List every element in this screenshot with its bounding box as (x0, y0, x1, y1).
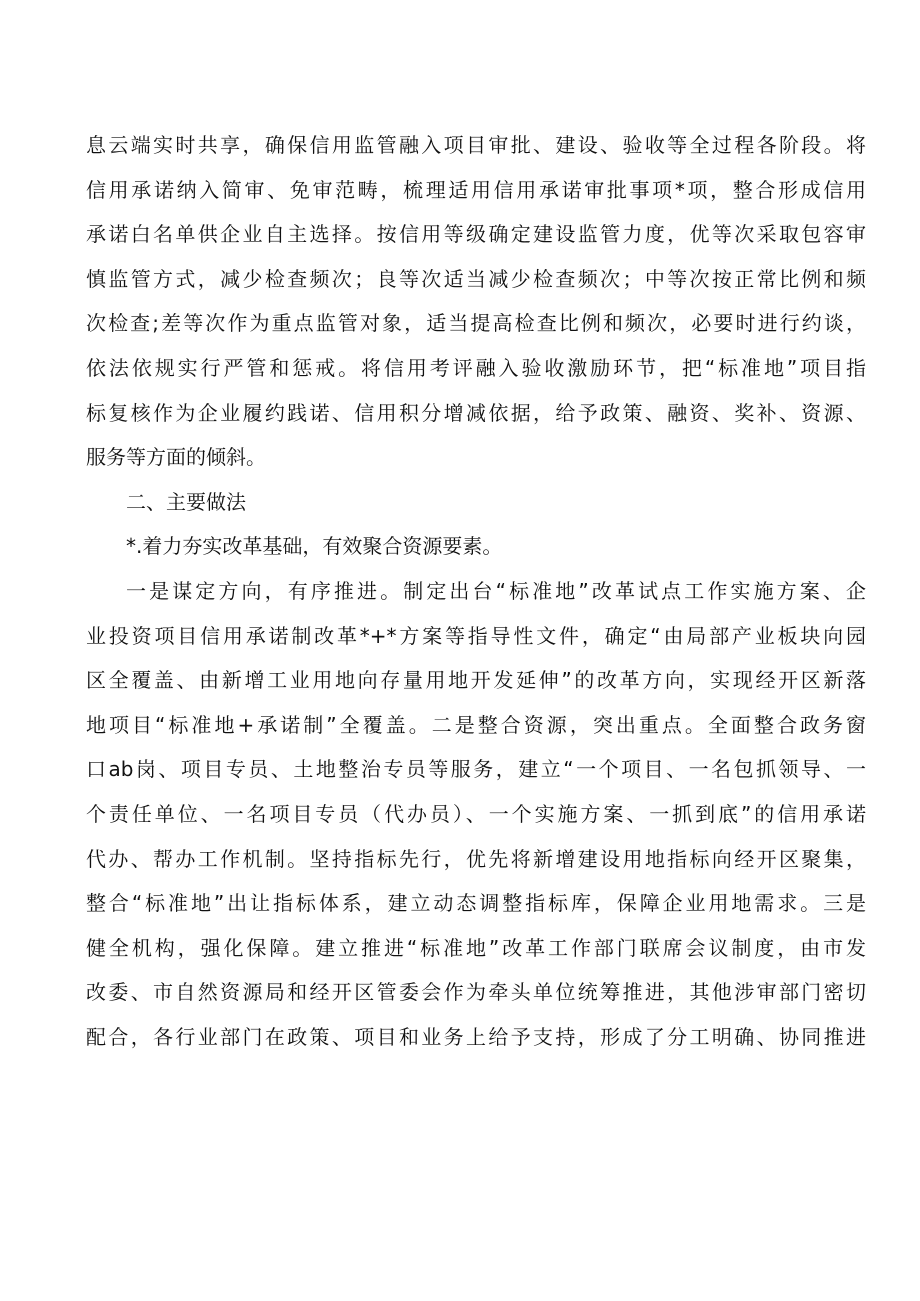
text-line: 业投资项目信用承诺制改革*+*方案等指导性文件，确定“由局部产业板块向园 (86, 623, 866, 648)
text-line: 代办、帮办工作机制。坚持指标先行，优先将新增建设用地指标向经开区聚集， (86, 846, 866, 871)
text-line: 息云端实时共享，确保信用监管融入项目审批、建设、验收等全过程各阶段。将 (86, 133, 866, 157)
text-line: 服务等方面的倾斜。 (86, 445, 266, 470)
text-line: 区全覆盖、由新增工业用地向存量用地开发延伸”的改革方向，实现经开区新落 (86, 668, 866, 693)
text-line: 地项目“标准地+承诺制”全覆盖。二是整合资源，突出重点。全面整合政务窗 (86, 712, 866, 737)
text-line: 健全机构，强化保障。建立推进“标准地”改革工作部门联席会议制度，由市发 (86, 935, 866, 960)
text-line: 个责任单位、一名项目专员（代办员）、一个实施方案、一抓到底”的信用承诺 (86, 801, 866, 826)
text-line: 一是谋定方向，有序推进。制定出台“标准地”改革试点工作实施方案、企 (126, 578, 866, 603)
paragraph-main-practices (86, 569, 866, 1060)
text-line: 配合，各行业部门在政策、项目和业务上给予支持，形成了分工明确、协同推进 (86, 1024, 866, 1049)
paragraph-credit-supervision (86, 123, 866, 480)
text-line: 口ab岗、项目专员、土地整治专员等服务，建立“一个项目、一名包抓领导、一 (86, 757, 866, 782)
text-line: 依法依规实行严管和惩戒。将信用考评融入验收激励环节，把“标准地”项目指 (86, 355, 866, 380)
text-line: 整合“标准地”出让指标体系，建立动态调整指标库，保障企业用地需求。三是 (86, 891, 866, 916)
text-line: 慎监管方式，减少检查频次；良等次适当减少检查频次；中等次按正常比例和频 (86, 266, 866, 291)
text-line: 次检查;差等次作为重点监管对象，适当提高检查比例和频次，必要时进行约谈， (86, 311, 866, 336)
section-heading: 二、主要做法 (126, 489, 246, 514)
subheading: *.着力夯实改革基础，有效聚合资源要素。 (126, 534, 503, 559)
text-line: 改委、市自然资源局和经开区管委会作为牵头单位统筹推进，其他涉审部门密切 (86, 980, 866, 1005)
document-body (86, 123, 866, 1059)
text-line: 信用承诺纳入简审、免审范畴，梳理适用信用承诺审批事项*项，整合形成信用 (86, 177, 866, 202)
text-line: 标复核作为企业履约践诺、信用积分增减依据，给予政策、融资、奖补、资源、 (86, 400, 866, 425)
text-line: 承诺白名单供企业自主选择。按信用等级确定建设监管力度，优等次采取包容审 (86, 222, 866, 247)
